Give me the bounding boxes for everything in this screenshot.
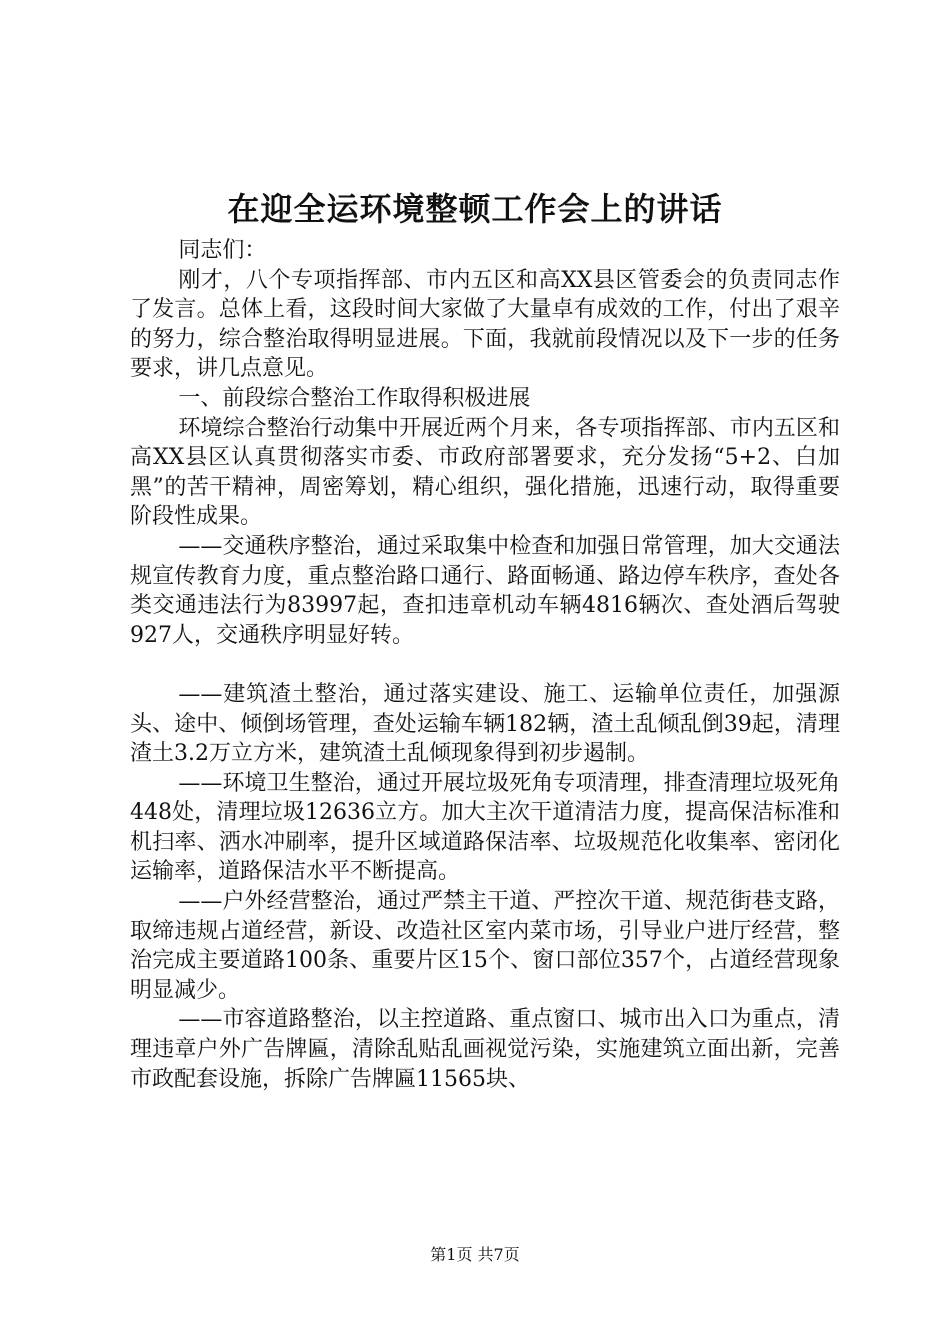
paragraph-traffic: ——交通秩序整治，通过采取集中检查和加强日常管理，加大交通法规宣传教育力度，重点整治路口通行、路面畅通、路边停车秩序，查处各类交通违法行为83997起，查扣违章机动车辆4816辆次、查处酒后驾驶927人，交通秩序明显好转。 xyxy=(130,533,840,648)
document-body xyxy=(130,236,840,1094)
blank-line xyxy=(130,650,840,680)
page-footer: 第1页 共7页 xyxy=(430,1245,520,1264)
paragraph-sanitation: ——环境卫生整治，通过开展垃圾死角专项清理，排查清理垃圾死角448处，清理垃圾12636立方。加大主次干道清洁力度，提高保洁标准和机扫率、洒水冲刷率，提升区域道路保洁率、垃圾规范化收集率、密闭化运输率，道路保洁水平不断提高。 xyxy=(130,770,840,885)
section-heading: 一、前段综合整治工作取得积极进展 xyxy=(178,385,531,411)
paragraph-overview: 环境综合整治行动集中开展近两个月来，各专项指挥部、市内五区和高XX县区认真贯彻落实市委、市政府部署要求，充分发扬“5+2、白加黑”的苦干精神，周密筹划，精心组织，强化措施，迅速行动，取得重要阶段性成果。 xyxy=(130,415,840,530)
document-title: 在迎全运环境整顿工作会上的讲话 xyxy=(227,190,723,228)
salutation: 同志们： xyxy=(178,238,267,263)
paragraph-outdoor-business: ——户外经营整治，通过严禁主干道、严控次干道、规范街巷支路，取缔违规占道经营，新设、改造社区室内菜市场，引导业户进厅经营，整治完成主要道路100条、重要片区15个、窗口部位357个，占道经营现象明显减少。 xyxy=(130,889,840,1003)
paragraph-cityscape: ——市容道路整治，以主控道路、重点窗口、城市出入口为重点，清理违章户外广告牌匾，清除乱贴乱画视觉污染，实施建筑立面出新，完善市政配套设施，拆除广告牌匾11565块、 xyxy=(130,1007,840,1092)
paragraph-intro: 刚才，八个专项指挥部、市内五区和高XX县区管委会的负责同志作了发言。总体上看，这段时间大家做了大量卓有成效的工作，付出了艰辛的努力，综合整治取得明显进展。下面，我就前段情况以及下一步的任务要求，讲几点意见。 xyxy=(130,267,840,382)
paragraph-construction: ——建筑渣土整治，通过落实建设、施工、运输单位责任，加强源头、途中、倾倒场管理，查处运输车辆182辆，渣土乱倾乱倒39起，清理渣土3.2万立方米，建筑渣土乱倾现象得到初步遏制。 xyxy=(130,681,840,767)
